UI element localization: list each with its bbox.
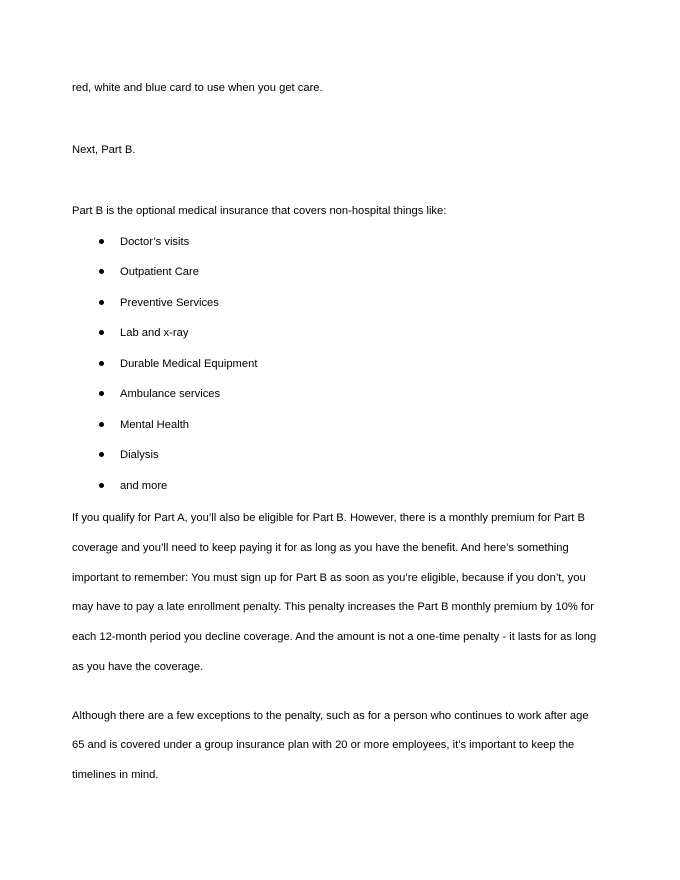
list-item [99, 296, 219, 310]
list-item-label: Dialysis [120, 449, 159, 461]
text-line: red, white and blue card to use when you get care. [72, 82, 323, 94]
list-item [99, 326, 188, 340]
list-item-label: Doctor’s visits [120, 236, 190, 248]
paragraph-line: each 12-month period you decline coverage. And the amount is not a one-time penalty - it lasts for as long [72, 631, 597, 643]
list-item [99, 479, 167, 493]
bullet-icon [99, 239, 104, 244]
list-item-label: Ambulance services [120, 388, 221, 400]
list-item [99, 418, 189, 432]
list-item [99, 265, 199, 279]
list-item [99, 357, 257, 371]
text-line: Next, Part B. [72, 144, 136, 156]
bullet-icon [99, 330, 104, 335]
list-item-label: Durable Medical Equipment [120, 358, 258, 370]
paragraph-line: important to remember: You must sign up for Part B as soon as you’re eligible, because if you don’t, you [72, 572, 586, 584]
bullet-icon [99, 391, 104, 396]
list-item [99, 235, 189, 249]
bullet-icon [99, 422, 104, 427]
bullet-icon [99, 483, 104, 488]
bullet-icon [99, 361, 104, 366]
list-item-label: Lab and x-ray [120, 327, 189, 339]
list-item-label: and more [120, 480, 168, 492]
paragraph-line: coverage and you’ll need to keep paying it for as long as you have the benefit. And here’s something [72, 542, 569, 554]
bullet-icon [99, 300, 104, 305]
paragraph-line: may have to pay a late enrollment penalty. This penalty increases the Part B monthly premium by 10% for [72, 601, 594, 613]
paragraph-line: If you qualify for Part A, you’ll also be eligible for Part B. However, there is a monthly premium for Part B [72, 512, 585, 524]
list-item [99, 387, 220, 401]
bullet-icon [99, 269, 104, 274]
list-item [99, 448, 159, 462]
paragraph-line: timelines in mind. [72, 769, 159, 781]
bullet-icon [99, 452, 104, 457]
paragraph-line: 65 and is covered under a group insurance plan with 20 or more employees, it’s important to keep the [72, 739, 575, 751]
list-item-label: Mental Health [120, 419, 190, 431]
list-item-label: Outpatient Care [120, 266, 199, 278]
paragraph-line: as you have the coverage. [72, 661, 204, 673]
paragraph-line: Although there are a few exceptions to the penalty, such as for a person who continues to work after age [72, 710, 589, 722]
list-item-label: Preventive Services [120, 297, 219, 309]
text-line: Part B is the optional medical insurance that covers non-hospital things like: [72, 205, 447, 217]
